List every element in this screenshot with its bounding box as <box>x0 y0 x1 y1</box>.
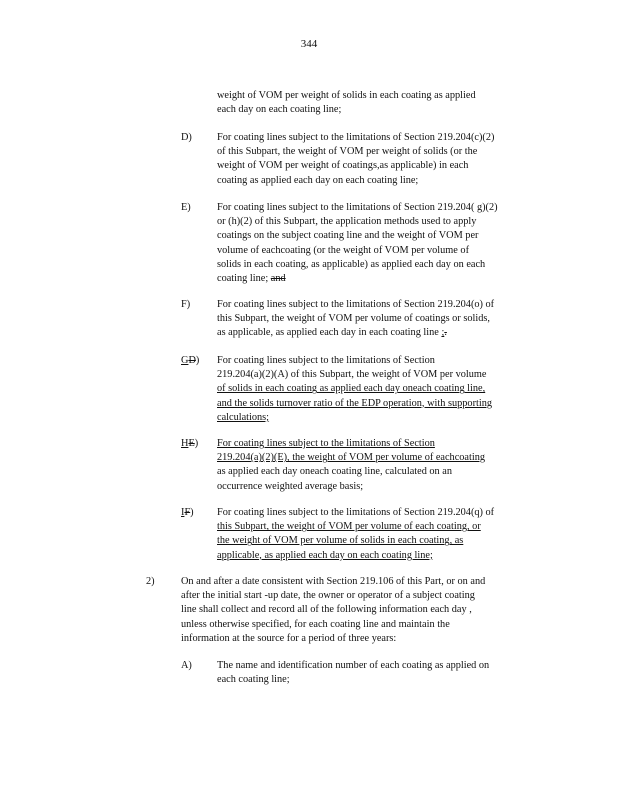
text-line: The name and identification number of each coating as applied on <box>217 660 490 671</box>
item-g-label <box>181 354 199 368</box>
text-line: For coating lines subject to the limitations of Section 219.204( g)(2) <box>217 202 498 213</box>
page-number: 344 <box>300 38 318 50</box>
continuation-paragraph <box>217 89 541 117</box>
inserted-line: calculations; <box>217 411 270 423</box>
inserted-line: this Subpart, the weight of VOM per volume of each coating, or <box>217 521 481 533</box>
text-line: coatings on the subject coating line and the weight of VOM per <box>217 230 479 242</box>
deleted-text: F <box>184 507 191 518</box>
item-a-label: A) <box>181 660 192 671</box>
deleted-text: . <box>444 327 447 339</box>
text-line: occurrence weighted average basis; <box>217 480 364 492</box>
item-e-label: E) <box>181 202 191 213</box>
deleted-text: D <box>188 355 196 366</box>
text-line: line shall collect and record all of the following information each day , <box>181 604 472 616</box>
inserted-text: ; <box>441 327 445 339</box>
inserted-line: the weight of VOM per volume of solids in each coating, as <box>217 535 464 547</box>
text-line: each day on each coating line; <box>217 104 342 116</box>
item-i-text <box>217 506 541 563</box>
deleted-text: E <box>188 438 195 449</box>
text-line: weight of VOM per weight of coatings,as applicable) in each <box>217 160 469 172</box>
item-d-text <box>217 131 541 188</box>
text-line: solids in each coating, as applicable) as applied each day on each <box>217 258 486 270</box>
text-line: or (h)(2) of this Subpart, the application methods used to apply <box>217 216 477 228</box>
text-fragment: as applicable, as applied each day in each coating line <box>217 327 442 339</box>
deleted-text: and <box>270 273 286 285</box>
item-d-label: D) <box>181 132 192 143</box>
text-line <box>217 326 541 340</box>
text-line: For coating lines subject to the limitations of Section 219.204(q) of <box>217 507 495 518</box>
text-line: as applied each day oneach coating line, calculated on an <box>217 466 453 478</box>
item-2-text <box>181 575 538 646</box>
text-line: this Subpart, the weight of VOM per volume of coatings or solids, <box>217 313 490 325</box>
text-line: For coating lines subject to the limitations of Section 219.204(c)(2) <box>217 132 495 143</box>
text-fragment: ) <box>190 507 194 518</box>
inserted-line: applicable, as applied each day on each coating line; <box>217 549 433 561</box>
inserted-text: H <box>181 438 189 449</box>
item-a-text <box>217 659 541 687</box>
text-line: each coating line; <box>217 674 290 686</box>
text-line <box>217 272 541 286</box>
text-line: On and after a date consistent with Section 219.106 of this Part, or on and <box>181 576 486 587</box>
inserted-line: For coating lines subject to the limitations of Section <box>217 438 435 449</box>
text-line: 219.204(a)(2)(A) of this Subpart, the weight of VOM per volume <box>217 369 487 381</box>
item-2-label: 2) <box>146 576 155 587</box>
text-fragment: ) <box>195 355 200 366</box>
text-line: of this Subpart, the weight of VOM per weight of solids (or the <box>217 146 478 158</box>
inserted-text: G <box>181 355 189 366</box>
inserted-line: and the solids turnover ratio of the EDP operation, with supporting <box>217 397 493 409</box>
item-h-label <box>181 437 198 451</box>
item-f-text <box>217 298 541 341</box>
item-h-text <box>217 437 541 494</box>
text-line: For coating lines subject to the limitations of Section 219.204(o) of <box>217 299 495 310</box>
text-line: volume of eachcoating (or the weight of VOM per volume of <box>217 244 470 256</box>
inserted-line: of solids in each coating as applied each day oneach coating line, <box>217 383 486 395</box>
inserted-text: I <box>181 507 185 518</box>
item-i-label <box>181 506 194 520</box>
text-line: coating as applied each day on each coating line; <box>217 174 419 186</box>
item-e-text <box>217 201 541 286</box>
text-line: after the initial start -up date, the owner or operator of a subject coating <box>181 590 475 602</box>
text-fragment: coating line; <box>217 273 271 285</box>
text-line: unless otherwise specified, for each coating line and maintain the <box>181 618 450 630</box>
text-fragment: ) <box>194 438 199 449</box>
text-line: weight of VOM per weight of solids in each coating as applied <box>217 90 476 101</box>
text-line: For coating lines subject to the limitations of Section <box>217 355 435 366</box>
item-g-text <box>217 354 541 425</box>
inserted-line: 219.204(a)(2)(E), the weight of VOM per volume of eachcoating <box>217 452 486 464</box>
item-f-label: F) <box>181 299 191 310</box>
text-line: information at the source for a period of three years: <box>181 632 397 644</box>
